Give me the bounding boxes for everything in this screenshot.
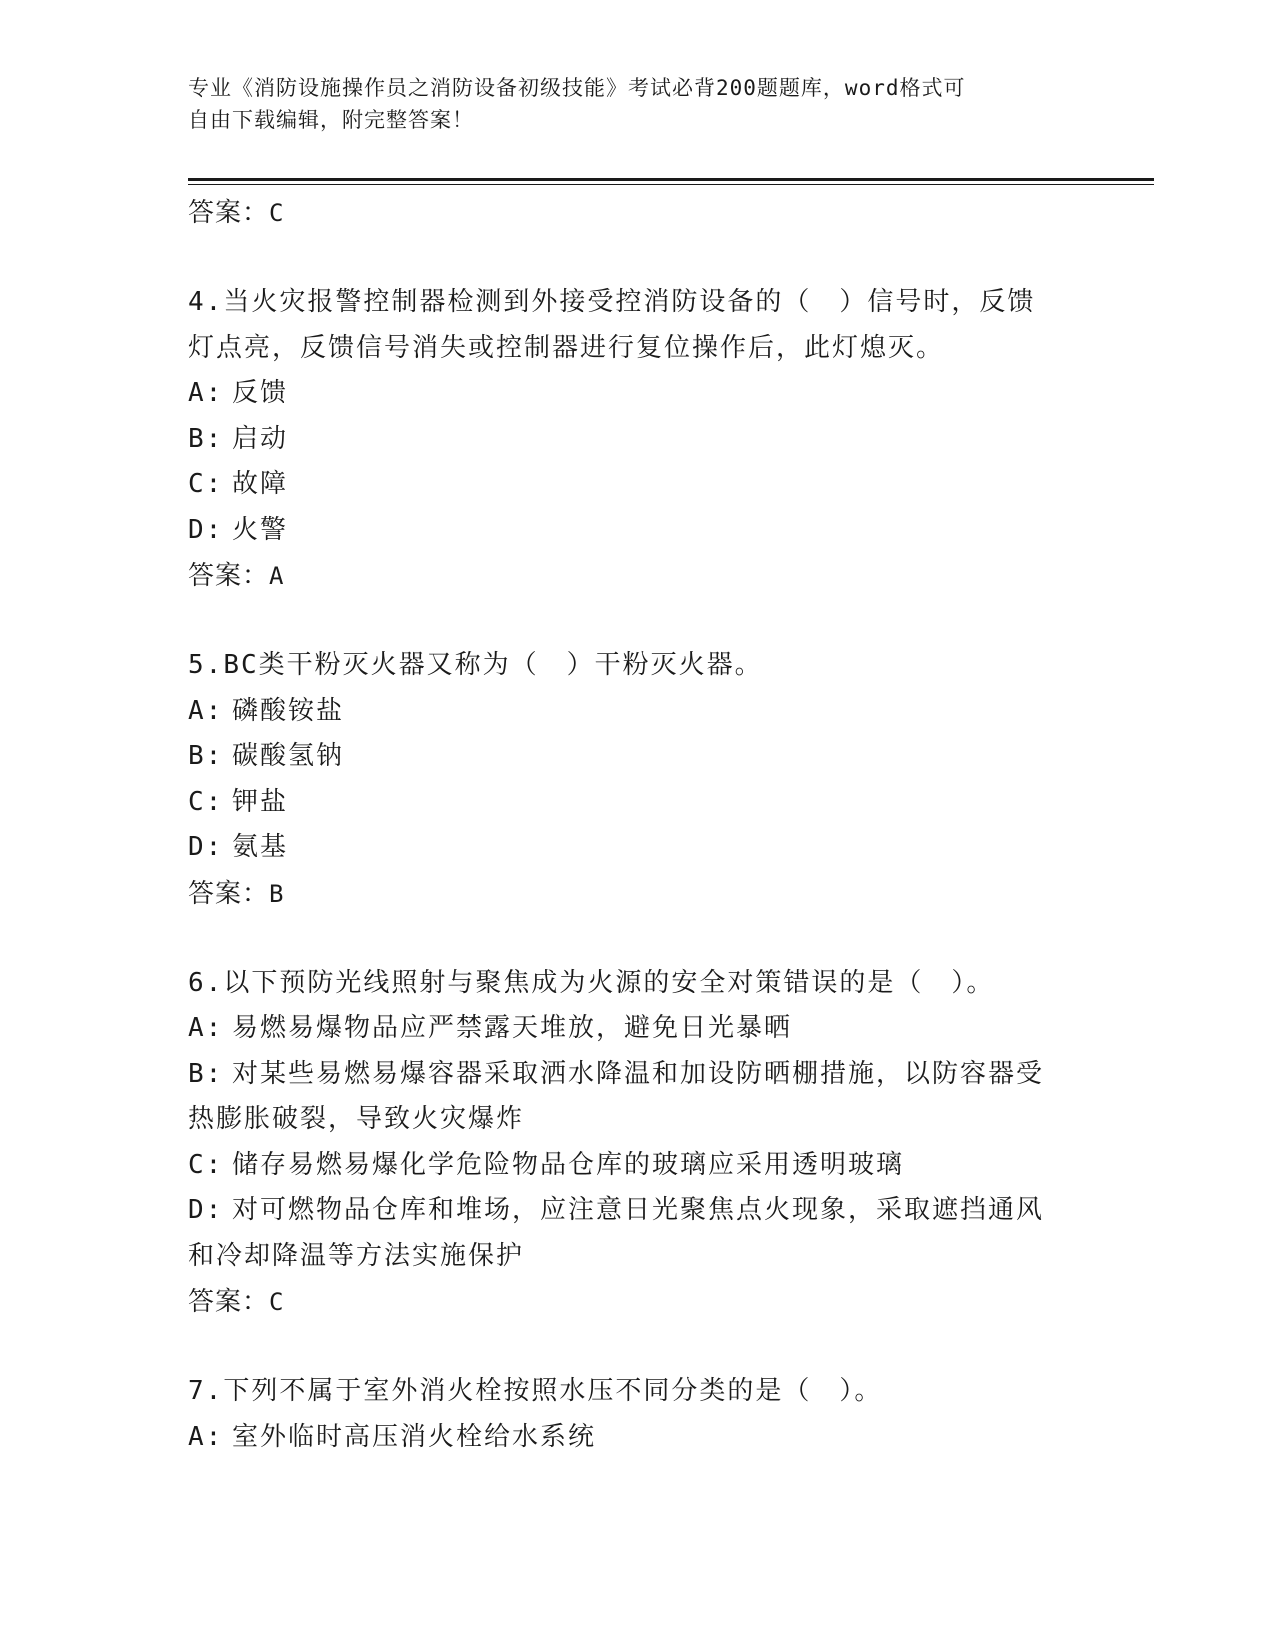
option-b-continued: 热膨胀破裂，导致火灾爆炸 [188, 1104, 525, 1134]
option-a [188, 1415, 1088, 1461]
question-number: 7. [188, 1376, 224, 1406]
option-a [188, 689, 1088, 735]
option-text: 反馈 [232, 378, 289, 408]
document-header [188, 72, 1068, 136]
answer-line [188, 190, 1088, 236]
header-rule-thin [188, 184, 1154, 185]
option-b [188, 734, 1088, 780]
question-number: 5. [188, 650, 224, 680]
question-list [188, 190, 1088, 1460]
option-label: A: [188, 1421, 224, 1452]
spacer [188, 1325, 1088, 1369]
option-text: 故障 [232, 469, 289, 499]
option-d-continued: 和冷却降温等方法实施保护 [188, 1240, 525, 1271]
option-a [188, 1006, 1088, 1052]
answer-line [188, 871, 1088, 917]
option-text: 储存易燃易爆化学危险物品仓库的玻璃应采用透明玻璃 [232, 1149, 905, 1180]
question-text: 5.BC类干粉灭火器又称为（ ）干粉灭火器。 [188, 650, 763, 680]
option-d [188, 508, 1088, 554]
option-text: 钾盐 [232, 786, 289, 817]
option-label: D: [188, 1195, 224, 1225]
question-block [188, 961, 1088, 1326]
header-line-2: 自由下载编辑，附完整答案！ [188, 108, 474, 132]
answer-value: C [269, 199, 285, 227]
option-label: A: [188, 378, 224, 408]
option-label: D: [188, 514, 224, 545]
option-label: C: [188, 469, 224, 499]
header-line-1: 专业《消防设施操作员之消防设备初级技能》考试必背200题题库，word格式可 [188, 76, 966, 100]
option-text: 磷酸铵盐 [232, 695, 345, 726]
answer-line [188, 553, 1088, 599]
option-label: A: [188, 695, 224, 726]
option-c [188, 462, 1088, 508]
spacer [188, 236, 1088, 280]
option-d [188, 825, 1088, 871]
option-d [188, 1188, 1088, 1234]
answer-line [188, 1279, 1088, 1325]
option-c [188, 780, 1088, 826]
option-label: C: [188, 1149, 224, 1180]
option-text: 对可燃物品仓库和堆场，应注意日光聚焦点火现象，采取遮挡通风 [232, 1195, 1045, 1225]
question-number: 4. [188, 287, 224, 317]
option-label: B: [188, 741, 224, 771]
question-number: 6. [188, 967, 224, 998]
option-text: 易燃易爆物品应严禁露天堆放，避免日光暴晒 [232, 1013, 793, 1043]
question-text: 7.下列不属于室外消火栓按照水压不同分类的是（ ）。 [188, 1376, 883, 1406]
question-text: 6.以下预防光线照射与聚焦成为火源的安全对策错误的是（ ）。 [188, 967, 995, 998]
spacer [188, 599, 1088, 643]
option-label: B: [188, 423, 224, 454]
question-block [188, 280, 1088, 599]
answer-value: B [269, 879, 285, 908]
option-label: A: [188, 1013, 224, 1043]
header-rule-thick [188, 178, 1154, 181]
question-block [188, 643, 1088, 917]
spacer [188, 917, 1088, 961]
option-a [188, 371, 1088, 417]
option-b [188, 417, 1088, 463]
question-block [188, 1369, 1088, 1460]
option-label: B: [188, 1058, 224, 1089]
answer-value: A [269, 562, 285, 590]
answer-label: 答案： [188, 1287, 270, 1317]
option-label: D: [188, 832, 224, 862]
option-text: 对某些易燃易爆容器采取洒水降温和加设防晒棚措施，以防容器受 [232, 1058, 1045, 1089]
option-text: 碳酸氢钠 [232, 741, 345, 771]
answer-label: 答案： [188, 561, 270, 591]
answer-value: C [269, 1288, 285, 1316]
option-text: 室外临时高压消火栓给水系统 [232, 1421, 597, 1452]
question-text-continued: 灯点亮，反馈信号消失或控制器进行复位操作后，此灯熄灭。 [188, 332, 945, 363]
answer-label: 答案： [188, 878, 270, 909]
option-c [188, 1143, 1088, 1189]
option-b [188, 1052, 1088, 1098]
question-text: 4.当火灾报警控制器检测到外接受控消防设备的（ ）信号时，反馈 [188, 287, 1036, 317]
option-text: 启动 [232, 423, 289, 454]
option-text: 氨基 [232, 832, 289, 862]
answer-label: 答案： [188, 198, 270, 228]
option-label: C: [188, 786, 224, 817]
option-text: 火警 [232, 514, 289, 545]
